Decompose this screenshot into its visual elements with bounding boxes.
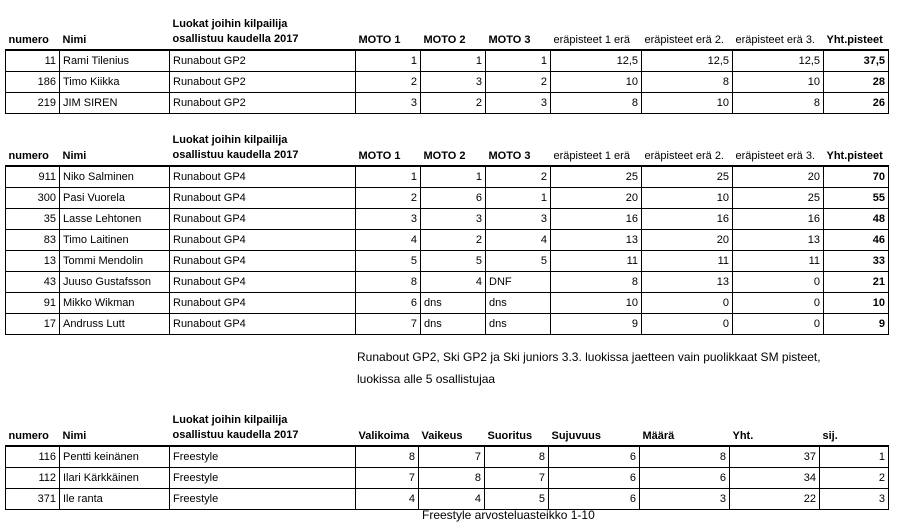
cell-yht: 26 xyxy=(824,93,889,114)
cell-era3: 20 xyxy=(733,166,824,188)
cell-numero: 300 xyxy=(6,188,60,209)
table-row xyxy=(6,50,889,72)
cell-luokka: Runabout GP4 xyxy=(170,166,356,188)
table-header-row xyxy=(6,128,889,166)
header-yht: Yht.pisteet xyxy=(826,150,883,162)
cell-yht: 37 xyxy=(730,446,820,468)
cell-moto1: 7 xyxy=(356,314,421,335)
cell-moto1: 3 xyxy=(356,93,421,114)
cell-luokka: Runabout GP2 xyxy=(170,50,356,72)
cell-sij: 2 xyxy=(820,468,889,489)
header-maara: Määrä xyxy=(642,430,675,442)
cell-moto2: dns xyxy=(421,293,486,314)
cell-yht: 70 xyxy=(824,166,889,188)
table-row xyxy=(6,251,889,272)
cell-era1: 10 xyxy=(551,72,642,93)
cell-numero: 911 xyxy=(6,166,60,188)
cell-moto1: 5 xyxy=(356,251,421,272)
cell-era2: 16 xyxy=(642,209,733,230)
header-valikoima: Valikoima xyxy=(358,430,410,442)
cell-era3: 0 xyxy=(733,314,824,335)
header-era1: eräpisteet 1 erä xyxy=(553,150,630,162)
cell-sij: 3 xyxy=(820,489,889,510)
cell-vaikeus: 8 xyxy=(419,468,485,489)
results-table-freestyle xyxy=(5,408,889,510)
header-yht: Yht.pisteet xyxy=(826,34,883,46)
cell-moto2: 6 xyxy=(421,188,486,209)
cell-yht: 28 xyxy=(824,72,889,93)
cell-moto2: 5 xyxy=(421,251,486,272)
header-moto2: MOTO 2 xyxy=(423,34,466,46)
cell-era1: 20 xyxy=(551,188,642,209)
cell-era2: 0 xyxy=(642,314,733,335)
cell-era3: 12,5 xyxy=(733,50,824,72)
header-nimi: Nimi xyxy=(62,430,87,442)
cell-nimi: Lasse Lehtonen xyxy=(60,209,170,230)
cell-era3: 16 xyxy=(733,209,824,230)
cell-nimi: Pentti keinänen xyxy=(60,446,170,468)
cell-valikoima: 8 xyxy=(356,446,419,468)
cell-nimi: Andruss Lutt xyxy=(60,314,170,335)
table-header-row xyxy=(6,408,889,446)
cell-era1: 13 xyxy=(551,230,642,251)
cell-moto2: 1 xyxy=(421,166,486,188)
cell-nimi: Timo Laitinen xyxy=(60,230,170,251)
header-moto2: MOTO 2 xyxy=(423,150,466,162)
cell-nimi: Timo Kiikka xyxy=(60,72,170,93)
cell-yht: 10 xyxy=(824,293,889,314)
header-moto1: MOTO 1 xyxy=(358,150,401,162)
cell-numero: 116 xyxy=(6,446,60,468)
header-numero: numero xyxy=(8,34,49,46)
cell-luokka: Freestyle xyxy=(170,468,356,489)
cell-numero: 219 xyxy=(6,93,60,114)
results-table-gp2 xyxy=(5,12,889,114)
cell-nimi: Rami Tilenius xyxy=(60,50,170,72)
cell-era3: 0 xyxy=(733,272,824,293)
cell-era2: 20 xyxy=(642,230,733,251)
cell-era3: 11 xyxy=(733,251,824,272)
cell-moto2: 1 xyxy=(421,50,486,72)
cell-sij: 1 xyxy=(820,446,889,468)
table-row xyxy=(6,272,889,293)
cell-era2: 12,5 xyxy=(642,50,733,72)
cell-luokka: Runabout GP2 xyxy=(170,72,356,93)
cell-numero: 112 xyxy=(6,468,60,489)
header-era2: eräpisteet erä 2. xyxy=(644,150,724,162)
header-era2: eräpisteet erä 2. xyxy=(644,34,724,46)
header-era1: eräpisteet 1 erä xyxy=(553,34,630,46)
cell-moto1: 1 xyxy=(356,50,421,72)
cell-suoritus: 7 xyxy=(485,468,549,489)
cell-moto1: 3 xyxy=(356,209,421,230)
cell-moto2: 3 xyxy=(421,72,486,93)
cell-luokka: Freestyle xyxy=(170,446,356,468)
table-row xyxy=(6,230,889,251)
cell-valikoima: 4 xyxy=(356,489,419,510)
cell-yht: 46 xyxy=(824,230,889,251)
results-table-gp4 xyxy=(5,128,889,335)
note-line-1: Runabout GP2, Ski GP2 ja Ski juniors 3.3. luokissa jaetteen vain puolikkaat SM pisteet, xyxy=(357,350,821,364)
header-luokat: Luokat joihin kilpailija osallistuu kaudella 2017 xyxy=(172,18,299,45)
cell-numero: 186 xyxy=(6,72,60,93)
cell-nimi: Niko Salminen xyxy=(60,166,170,188)
cell-moto3: DNF xyxy=(486,272,551,293)
header-sujuvuus: Sujuvuus xyxy=(551,430,602,442)
table-row xyxy=(6,93,889,114)
cell-moto3: 5 xyxy=(486,251,551,272)
cell-nimi: Mikko Wikman xyxy=(60,293,170,314)
cell-era1: 25 xyxy=(551,166,642,188)
header-era3: eräpisteet erä 3. xyxy=(735,34,815,46)
table-row xyxy=(6,72,889,93)
cell-era2: 13 xyxy=(642,272,733,293)
cell-era1: 11 xyxy=(551,251,642,272)
header-nimi: Nimi xyxy=(62,150,87,162)
cell-yht: 33 xyxy=(824,251,889,272)
cell-era3: 25 xyxy=(733,188,824,209)
header-era3: eräpisteet erä 3. xyxy=(735,150,815,162)
note-line-2: luokissa alle 5 osallistujaa xyxy=(357,372,496,386)
cell-luokka: Runabout GP4 xyxy=(170,209,356,230)
cell-yht: 34 xyxy=(730,468,820,489)
table-header-row xyxy=(6,12,889,50)
table-row xyxy=(6,446,889,468)
cell-era3: 10 xyxy=(733,72,824,93)
table-row xyxy=(6,314,889,335)
cell-numero: 11 xyxy=(6,50,60,72)
cell-luokka: Runabout GP4 xyxy=(170,251,356,272)
half-points-note xyxy=(357,346,821,390)
cell-numero: 17 xyxy=(6,314,60,335)
header-moto1: MOTO 1 xyxy=(358,34,401,46)
cell-era2: 0 xyxy=(642,293,733,314)
header-vaikeus: Vaikeus xyxy=(421,430,463,442)
cell-vaikeus: 7 xyxy=(419,446,485,468)
cell-moto3: 3 xyxy=(486,93,551,114)
cell-sujuvuus: 6 xyxy=(549,446,640,468)
cell-moto3: 1 xyxy=(486,188,551,209)
header-numero: numero xyxy=(8,430,49,442)
cell-moto3: 2 xyxy=(486,72,551,93)
header-moto3: MOTO 3 xyxy=(488,34,531,46)
cell-era2: 8 xyxy=(642,72,733,93)
cell-era3: 8 xyxy=(733,93,824,114)
cell-moto3: 3 xyxy=(486,209,551,230)
cell-moto3: 4 xyxy=(486,230,551,251)
cell-luokka: Runabout GP2 xyxy=(170,93,356,114)
cell-era3: 13 xyxy=(733,230,824,251)
cell-nimi: Pasi Vuorela xyxy=(60,188,170,209)
table-row xyxy=(6,468,889,489)
cell-moto2: dns xyxy=(421,314,486,335)
cell-yht: 9 xyxy=(824,314,889,335)
cell-valikoima: 7 xyxy=(356,468,419,489)
cell-luokka: Runabout GP4 xyxy=(170,230,356,251)
header-nimi: Nimi xyxy=(62,34,87,46)
table-row xyxy=(6,489,889,510)
cell-moto1: 6 xyxy=(356,293,421,314)
cell-era1: 10 xyxy=(551,293,642,314)
cell-moto1: 2 xyxy=(356,72,421,93)
cell-numero: 91 xyxy=(6,293,60,314)
cell-yht: 48 xyxy=(824,209,889,230)
cell-yht: 22 xyxy=(730,489,820,510)
header-luokat: Luokat joihin kilpailija osallistuu kaudella 2017 xyxy=(172,414,299,441)
cell-luokka: Runabout GP4 xyxy=(170,272,356,293)
header-luokat: Luokat joihin kilpailija osallistuu kaudella 2017 xyxy=(172,134,299,161)
cell-yht: 37,5 xyxy=(824,50,889,72)
cell-era1: 8 xyxy=(551,272,642,293)
cell-maara: 8 xyxy=(640,446,730,468)
cell-moto3: dns xyxy=(486,314,551,335)
table-row xyxy=(6,166,889,188)
cell-nimi: Ile ranta xyxy=(60,489,170,510)
table-row xyxy=(6,293,889,314)
cell-maara: 6 xyxy=(640,468,730,489)
cell-era2: 10 xyxy=(642,93,733,114)
cell-moto2: 2 xyxy=(421,230,486,251)
cell-numero: 371 xyxy=(6,489,60,510)
table-row xyxy=(6,209,889,230)
cell-era2: 10 xyxy=(642,188,733,209)
cell-era1: 12,5 xyxy=(551,50,642,72)
cell-luokka: Runabout GP4 xyxy=(170,293,356,314)
cell-nimi: Ilari Kärkkäinen xyxy=(60,468,170,489)
header-moto3: MOTO 3 xyxy=(488,150,531,162)
freestyle-scale-caption: Freestyle arvosteluasteikko 1-10 xyxy=(422,508,595,522)
cell-moto2: 4 xyxy=(421,272,486,293)
header-suoritus: Suoritus xyxy=(487,430,533,442)
cell-moto1: 1 xyxy=(356,166,421,188)
cell-era2: 25 xyxy=(642,166,733,188)
cell-numero: 13 xyxy=(6,251,60,272)
cell-moto1: 8 xyxy=(356,272,421,293)
cell-era1: 16 xyxy=(551,209,642,230)
cell-vaikeus: 4 xyxy=(419,489,485,510)
cell-moto1: 2 xyxy=(356,188,421,209)
cell-nimi: Juuso Gustafsson xyxy=(60,272,170,293)
cell-yht: 21 xyxy=(824,272,889,293)
cell-nimi: Tommi Mendolin xyxy=(60,251,170,272)
cell-moto2: 3 xyxy=(421,209,486,230)
cell-era1: 8 xyxy=(551,93,642,114)
cell-sujuvuus: 6 xyxy=(549,468,640,489)
cell-sujuvuus: 6 xyxy=(549,489,640,510)
cell-luokka: Freestyle xyxy=(170,489,356,510)
cell-moto3: dns xyxy=(486,293,551,314)
header-yht: Yht. xyxy=(732,430,754,442)
table-row xyxy=(6,188,889,209)
cell-nimi: JIM SIREN xyxy=(60,93,170,114)
cell-moto3: 2 xyxy=(486,166,551,188)
cell-suoritus: 8 xyxy=(485,446,549,468)
cell-yht: 55 xyxy=(824,188,889,209)
cell-moto1: 4 xyxy=(356,230,421,251)
cell-era2: 11 xyxy=(642,251,733,272)
cell-maara: 3 xyxy=(640,489,730,510)
cell-era1: 9 xyxy=(551,314,642,335)
cell-numero: 83 xyxy=(6,230,60,251)
cell-suoritus: 5 xyxy=(485,489,549,510)
header-numero: numero xyxy=(8,150,49,162)
cell-numero: 43 xyxy=(6,272,60,293)
cell-numero: 35 xyxy=(6,209,60,230)
cell-moto3: 1 xyxy=(486,50,551,72)
cell-era3: 0 xyxy=(733,293,824,314)
header-sij: sij. xyxy=(822,430,838,442)
cell-luokka: Runabout GP4 xyxy=(170,314,356,335)
cell-moto2: 2 xyxy=(421,93,486,114)
cell-luokka: Runabout GP4 xyxy=(170,188,356,209)
